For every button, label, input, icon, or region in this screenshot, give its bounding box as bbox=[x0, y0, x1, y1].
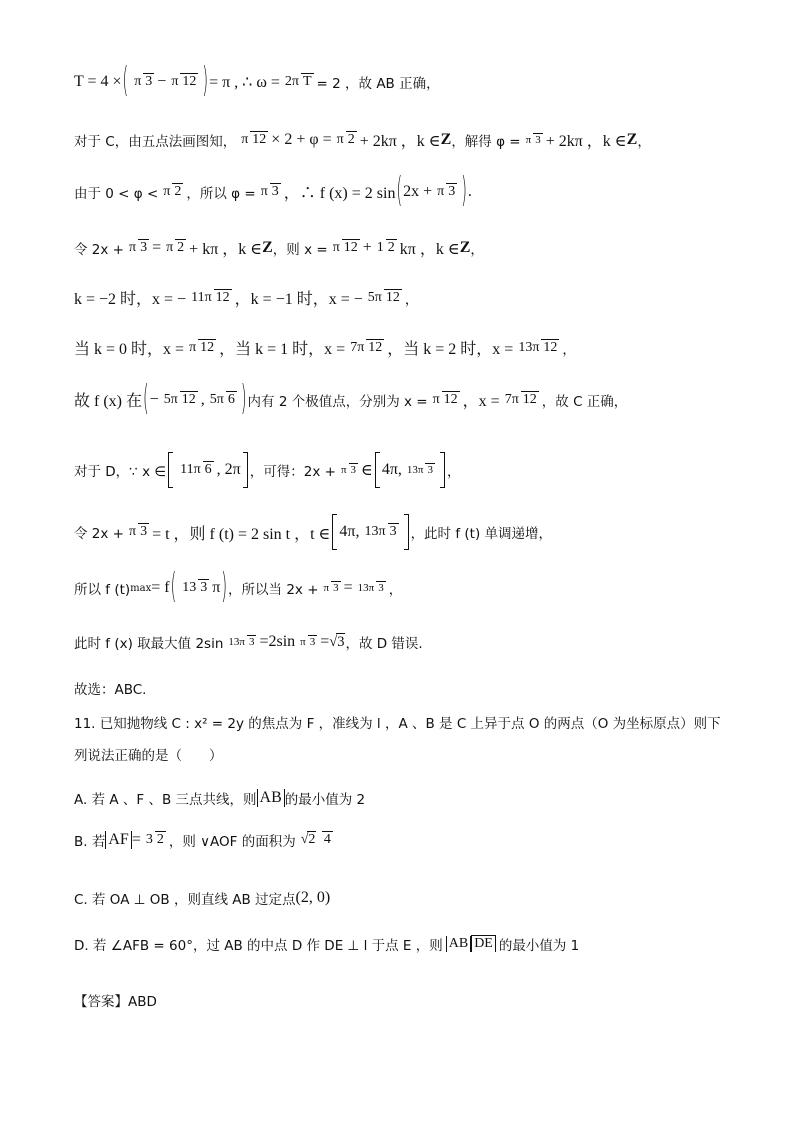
option-c bbox=[74, 888, 330, 908]
fraction bbox=[503, 391, 539, 408]
text: B. 若 bbox=[74, 834, 106, 850]
text: ，k = −1 时，x = − bbox=[234, 291, 363, 308]
text: , 2π bbox=[216, 461, 241, 478]
numerator: π bbox=[163, 183, 171, 199]
text: ， bbox=[470, 241, 484, 258]
denominator: 12 bbox=[443, 391, 458, 407]
denominator: 3 bbox=[200, 580, 208, 596]
numerator: 1 bbox=[376, 239, 384, 255]
denominator: 3 bbox=[427, 464, 433, 477]
fraction bbox=[178, 461, 214, 478]
numerator: 13π bbox=[406, 464, 424, 477]
text: ，可得：2x + bbox=[249, 464, 336, 480]
numerator: 13π bbox=[357, 582, 375, 595]
text: k = −2 时，x = − bbox=[74, 291, 187, 308]
integer-set: Z bbox=[262, 238, 273, 256]
square-root: √3 bbox=[329, 634, 345, 650]
line-extrema bbox=[74, 380, 628, 419]
denominator: 2 bbox=[347, 131, 355, 147]
text: ，所以当 2x + bbox=[228, 582, 319, 598]
option-a bbox=[74, 788, 365, 808]
denominator: 3 bbox=[140, 524, 148, 540]
numerator: 5π bbox=[367, 289, 382, 305]
denominator: 3 bbox=[350, 464, 356, 477]
right-bracket bbox=[243, 452, 248, 488]
numerator bbox=[299, 831, 319, 848]
answer bbox=[74, 990, 157, 1010]
left-bracket bbox=[168, 452, 173, 488]
text: 故选：ABC. bbox=[74, 682, 147, 698]
text: = t ，则 f (t) = 2 sin t ，t ∈ bbox=[152, 525, 331, 543]
fraction bbox=[239, 131, 268, 148]
numerator: π bbox=[128, 524, 137, 540]
numerator: 13π bbox=[364, 524, 386, 540]
text: ，则 x = bbox=[272, 241, 328, 258]
text: 的最小值为 1 bbox=[498, 938, 580, 954]
fraction bbox=[524, 133, 543, 147]
numerator: π bbox=[171, 74, 179, 90]
denominator: 12 bbox=[385, 289, 400, 305]
fraction bbox=[431, 391, 460, 408]
text: ， bbox=[446, 464, 461, 480]
fraction bbox=[144, 831, 166, 848]
text: , bbox=[200, 390, 205, 408]
integer-set: Z bbox=[440, 130, 452, 148]
fraction bbox=[162, 391, 198, 408]
text: ， bbox=[388, 582, 403, 598]
numerator: π bbox=[128, 239, 137, 255]
option-d bbox=[74, 934, 579, 954]
denominator: 12 bbox=[200, 339, 215, 355]
numerator: π bbox=[336, 131, 344, 147]
text: = bbox=[131, 831, 141, 848]
denominator: 12 bbox=[182, 74, 197, 90]
text: 当 k = 0 时，x = bbox=[74, 341, 185, 358]
absolute-value: AB bbox=[257, 789, 285, 807]
line-choice bbox=[74, 678, 146, 698]
denominator: 3 bbox=[271, 183, 279, 199]
fraction bbox=[405, 463, 435, 477]
fraction bbox=[366, 289, 402, 306]
denominator: 6 bbox=[204, 462, 212, 478]
right-paren: ) bbox=[202, 62, 209, 102]
text: D. 若 ∠AFB = 60°，过 AB 的中点 D 作 DE ⊥ l 于点 E ，则 bbox=[74, 938, 443, 954]
subscript: max bbox=[130, 582, 152, 594]
text: − bbox=[157, 73, 167, 90]
fraction bbox=[435, 183, 457, 200]
text: + kπ ，k ∈ bbox=[189, 241, 263, 258]
line-k-positive bbox=[74, 336, 576, 359]
fraction bbox=[375, 239, 397, 256]
left-bracket bbox=[332, 514, 337, 550]
fraction bbox=[189, 289, 232, 306]
fraction bbox=[259, 183, 281, 200]
integer-set: Z bbox=[459, 238, 471, 256]
denominator: 2 bbox=[156, 832, 164, 848]
numerator: π bbox=[260, 183, 268, 199]
text: A. 若 A 、F 、B 三点共线，则 bbox=[74, 792, 257, 808]
text: ，解得 φ = bbox=[451, 133, 521, 150]
fraction bbox=[169, 73, 198, 90]
text: T = 4 × bbox=[74, 73, 122, 90]
denominator: 3 bbox=[389, 524, 397, 540]
text: = bbox=[152, 238, 162, 256]
line-let bbox=[74, 236, 484, 259]
fraction bbox=[362, 523, 398, 540]
numerator: 13π bbox=[518, 339, 540, 355]
text: 故 f (x) 在 bbox=[74, 393, 142, 410]
fraction bbox=[339, 463, 358, 477]
fraction bbox=[187, 339, 216, 356]
numerator: π bbox=[437, 183, 445, 199]
numerator: π bbox=[166, 239, 174, 255]
right-bracket bbox=[404, 514, 409, 550]
denominator: 12 bbox=[252, 131, 267, 147]
text: 所以 f (t) bbox=[74, 582, 131, 598]
numerator: 2π bbox=[284, 74, 299, 90]
numerator: π bbox=[525, 133, 532, 146]
left-paren: ( bbox=[396, 172, 403, 211]
denominator: 3 bbox=[448, 183, 456, 199]
denominator: 4 bbox=[323, 832, 331, 848]
text: 令 2x + bbox=[74, 526, 124, 542]
numerator: 3 bbox=[145, 832, 153, 848]
line-period bbox=[74, 62, 440, 102]
text: ，故 C 正确， bbox=[541, 393, 628, 410]
fraction bbox=[356, 581, 386, 595]
denominator: 2 bbox=[387, 239, 395, 255]
numerator: 13π bbox=[228, 636, 245, 649]
denominator: 12 bbox=[181, 391, 196, 407]
text: ， bbox=[637, 133, 651, 150]
denominator: 12 bbox=[368, 339, 383, 355]
text: 4π, bbox=[381, 461, 402, 478]
text: 令 2x + bbox=[74, 241, 124, 258]
point: (2, 0) bbox=[295, 889, 331, 906]
text: ∈ bbox=[361, 462, 373, 479]
numerator: 13 bbox=[182, 580, 197, 596]
numerator: 11π bbox=[191, 289, 212, 305]
text: + 2kπ ，k ∈ bbox=[359, 133, 441, 150]
text: ，当 k = 2 时，x = bbox=[387, 341, 514, 358]
denominator: 2 bbox=[174, 183, 182, 199]
fraction bbox=[331, 239, 360, 256]
line-substitution bbox=[74, 514, 552, 550]
right-paren: ) bbox=[221, 568, 228, 608]
denominator: 2 bbox=[177, 239, 185, 255]
text: 此时 f (x) 取最大值 2sin bbox=[74, 636, 224, 652]
right-paren: ) bbox=[461, 172, 467, 211]
line-five-point bbox=[74, 128, 651, 151]
right-paren: ) bbox=[240, 380, 247, 419]
option-b bbox=[74, 830, 336, 850]
text: 由于 0 < φ < bbox=[74, 185, 159, 202]
text: ，故 D 错误. bbox=[345, 636, 423, 652]
text: π bbox=[212, 579, 221, 596]
numerator: 7π bbox=[504, 391, 519, 407]
numerator: 7π bbox=[350, 339, 365, 355]
numerator: π bbox=[323, 582, 330, 595]
text: ， bbox=[404, 291, 419, 308]
fraction bbox=[335, 131, 357, 148]
fraction bbox=[164, 239, 186, 256]
line-option-d bbox=[74, 452, 460, 488]
text: kπ ，k ∈ bbox=[399, 241, 460, 258]
fraction bbox=[132, 73, 154, 90]
numerator: π bbox=[432, 391, 440, 407]
answer-text: 【答案】ABD bbox=[74, 994, 157, 1010]
fraction bbox=[283, 73, 314, 90]
fraction bbox=[226, 635, 256, 649]
text: + 2kπ ，k ∈ bbox=[545, 133, 627, 150]
text: 的最小值为 2 bbox=[284, 792, 366, 808]
text: 4π, bbox=[339, 523, 360, 540]
text: 内有 2 个极值点，分别为 x = bbox=[247, 393, 428, 410]
text: + bbox=[362, 238, 372, 256]
text: − bbox=[149, 390, 159, 408]
text: 2x + bbox=[403, 182, 433, 200]
question-text: 列说法正确的是（ ） bbox=[74, 748, 223, 764]
denominator: 12 bbox=[215, 289, 230, 305]
text: = 2 ，故 AB 正确， bbox=[316, 76, 440, 92]
text: 对于 D，∵ x ∈ bbox=[74, 464, 167, 480]
denominator: 12 bbox=[543, 339, 558, 355]
numerator: 11π bbox=[180, 462, 201, 478]
left-paren: ( bbox=[170, 568, 177, 608]
denominator: 3 bbox=[378, 582, 384, 595]
text: ， bbox=[562, 341, 576, 358]
denominator: 12 bbox=[522, 391, 537, 407]
text: ，此时 f (t) 单调递增， bbox=[410, 526, 553, 542]
fraction bbox=[516, 339, 559, 356]
line-k-negative bbox=[74, 286, 418, 309]
text: ，∴ f (x) = 2 sin bbox=[283, 185, 396, 202]
denominator: 3 bbox=[145, 74, 153, 90]
denominator: 3 bbox=[535, 133, 541, 146]
line-max bbox=[74, 568, 403, 608]
text: ，则 ∨AOF 的面积为 bbox=[168, 834, 296, 850]
line-max-value bbox=[74, 632, 423, 652]
text: . bbox=[467, 182, 472, 200]
denominator: T bbox=[302, 74, 312, 90]
question-11-line1 bbox=[74, 712, 721, 732]
fraction bbox=[298, 635, 317, 649]
text: ，x = bbox=[462, 393, 500, 410]
fraction bbox=[208, 391, 237, 408]
numerator: 5π bbox=[163, 391, 178, 407]
fraction bbox=[127, 523, 149, 540]
fraction bbox=[161, 183, 183, 200]
integer-set: Z bbox=[626, 130, 638, 148]
left-paren: ( bbox=[143, 380, 149, 419]
text: = f bbox=[151, 579, 170, 596]
left-paren: ( bbox=[122, 62, 129, 102]
numerator: π bbox=[332, 239, 340, 255]
numerator: π bbox=[340, 464, 347, 477]
denominator: 3 bbox=[248, 636, 255, 649]
fraction bbox=[322, 581, 341, 595]
absolute-value: AF bbox=[105, 831, 131, 849]
numerator: 5π bbox=[209, 391, 224, 407]
denominator: 3 bbox=[333, 582, 339, 595]
question-text: 11. 已知抛物线 C : x² = 2y 的焦点为 F ，准线为 l ，A 、B 是 C 上异于点 O 的两点（O 为坐标原点）则下 bbox=[74, 716, 721, 732]
text: 对于 C，由五点法画图知， bbox=[74, 133, 237, 150]
radicand: 3 bbox=[337, 634, 345, 650]
fraction bbox=[127, 239, 149, 256]
denominator: 12 bbox=[343, 239, 358, 255]
radicand: 2 bbox=[308, 832, 316, 848]
text: ，当 k = 1 时，x = bbox=[219, 341, 346, 358]
text: × 2 + φ = bbox=[271, 130, 332, 148]
text: C. 若 OA ⊥ OB ，则直线 AB 过定点 bbox=[74, 892, 296, 908]
denominator: 3 bbox=[309, 636, 316, 649]
question-11-line2 bbox=[74, 744, 223, 764]
text: = bbox=[320, 633, 330, 650]
denominator: DE bbox=[471, 935, 496, 951]
left-bracket bbox=[375, 452, 380, 488]
numerator: π bbox=[241, 131, 249, 147]
text: ，所以 φ = bbox=[186, 185, 256, 202]
denominator: 3 bbox=[140, 239, 148, 255]
text: =2sin bbox=[259, 633, 296, 650]
numerator: π bbox=[189, 339, 197, 355]
fraction bbox=[446, 935, 496, 952]
numerator: π bbox=[300, 636, 306, 649]
fraction bbox=[299, 831, 333, 848]
fraction bbox=[180, 579, 209, 596]
denominator: 6 bbox=[227, 391, 235, 407]
numerator: π bbox=[134, 74, 142, 90]
text: = bbox=[343, 579, 353, 596]
right-bracket bbox=[440, 452, 445, 488]
text: = π , ∴ ω = bbox=[209, 74, 280, 91]
square-root: √2 bbox=[300, 832, 316, 848]
line-phi bbox=[74, 172, 472, 211]
numerator: AB bbox=[446, 936, 471, 951]
fraction bbox=[348, 339, 384, 356]
